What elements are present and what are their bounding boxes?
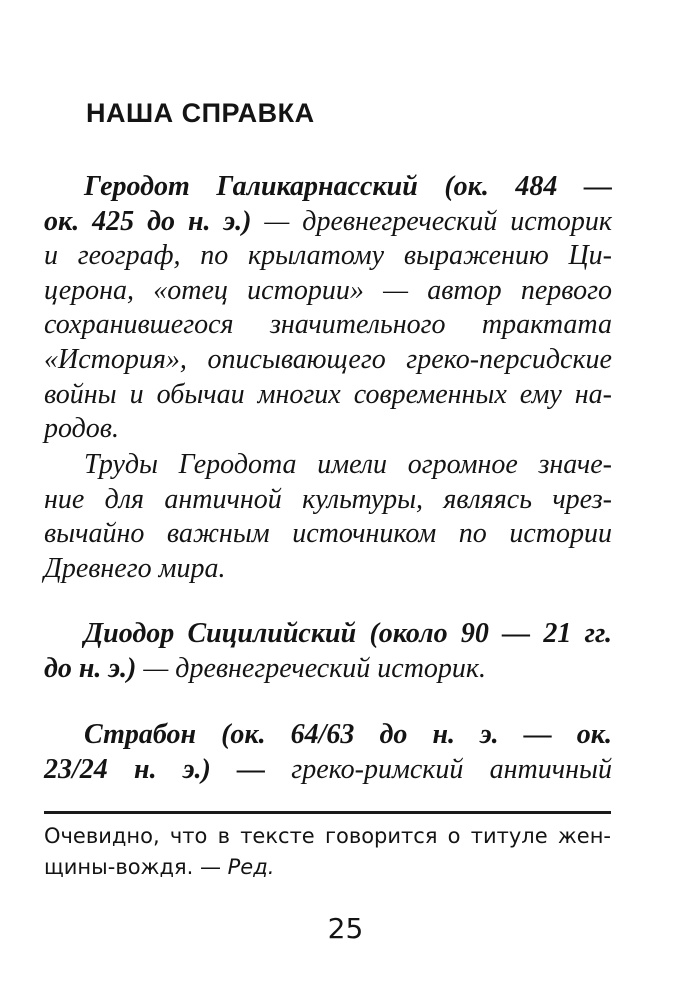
entry-line: родов. [44, 413, 119, 445]
entry-line: Диодор Сицилийский (около 90 — 21 гг. [84, 618, 612, 649]
entry-description: — древнегреческий историк. [136, 652, 487, 684]
paragraph-line: вычайно важным источником по истории [44, 518, 612, 550]
herodotus-entry [44, 170, 612, 447]
paragraph-line: ние для античной культуры, являясь чрез- [44, 483, 612, 515]
footnote [44, 821, 611, 883]
entry-line: Страбон (ок. 64/63 до н. э. — ок. [84, 719, 612, 750]
entry-line [44, 652, 612, 687]
entry-description: — древнегреческий историк [264, 205, 612, 237]
entry-line [44, 205, 612, 240]
footnote-line: Очевидно, что в тексте говорится о титуле жен- [44, 824, 611, 848]
section-heading: НАША СПРАВКА [86, 98, 315, 128]
entry-line: церона, «отец истории» — автор первого [44, 274, 612, 306]
diodorus-entry [44, 617, 612, 686]
footnote-text: щины-вождя. — [44, 855, 228, 879]
paragraph-line: Труды Геродота имели огромное значе- [84, 449, 612, 480]
entry-dates: до н. э.) [44, 652, 137, 684]
footnote-line [44, 852, 611, 883]
paragraph-line: Древнего мира. [44, 552, 226, 584]
entry-line: Геродот Галикарнасский (ок. 484 — [84, 171, 612, 202]
editor-note: Ред. [227, 855, 275, 879]
entry-description: греко-римский античный [265, 753, 612, 785]
entry-line: и географ, по крылатому выражению Ци- [44, 240, 612, 272]
strabo-entry [44, 718, 612, 787]
entry-dates: 23/24 н. э.) — [44, 753, 266, 785]
herodotus-works-paragraph [44, 448, 612, 586]
entry-dates: ок. 425 до н. э.) [44, 205, 265, 237]
page-number: 25 [327, 912, 364, 945]
entry-line: войны и обычаи многих современных ему на- [44, 378, 612, 410]
entry-line [44, 753, 612, 788]
entry-line: сохранившегося значительного трактата [44, 309, 612, 341]
footnote-divider [44, 811, 611, 814]
entry-line: «История», описывающего греко-персидские [44, 343, 612, 375]
